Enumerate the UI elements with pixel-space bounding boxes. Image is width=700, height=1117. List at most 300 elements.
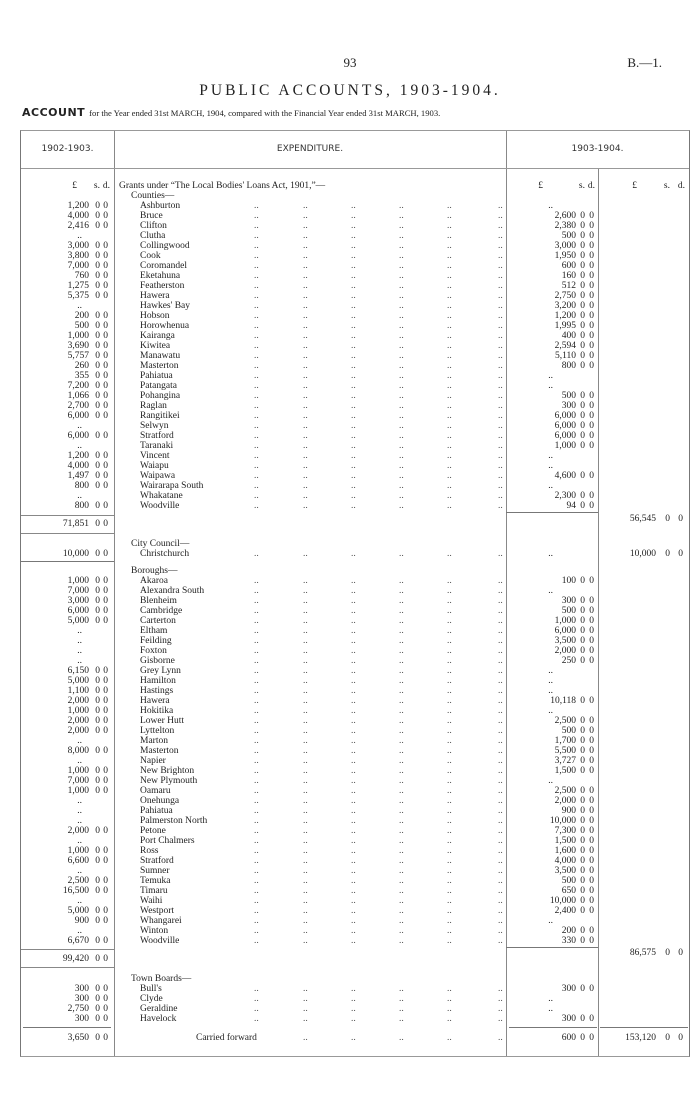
- amount-pounds: 1,000: [67, 846, 89, 856]
- current-year-amount: [506, 471, 598, 481]
- current-year-amount: [506, 636, 598, 646]
- amount-pence: 0: [589, 331, 594, 341]
- amount-pence: 0: [589, 726, 594, 736]
- prev-year-amount: [21, 351, 114, 361]
- amount-pence: 0: [103, 471, 108, 481]
- description-cell: [114, 726, 506, 736]
- description-cell: [114, 616, 506, 626]
- prev-year-amount: [21, 916, 114, 926]
- dot-leader: [447, 616, 452, 626]
- amount-pence: 0: [103, 321, 108, 331]
- amount-nil: ..: [77, 646, 82, 656]
- dot-leader: [498, 816, 503, 826]
- amount-pence: 0: [589, 984, 594, 994]
- amount-shillings: 0: [95, 241, 100, 251]
- amount-pounds: 260: [74, 361, 89, 371]
- item-name: Waiapu: [140, 461, 169, 471]
- amount-shillings: 0: [665, 948, 670, 958]
- dot-leader: [498, 716, 503, 726]
- amount-shillings: 0: [95, 576, 100, 586]
- unit-pound: £: [632, 181, 637, 191]
- dot-leader: [399, 616, 404, 626]
- dot-leader: [303, 776, 308, 786]
- dot-leader: [399, 606, 404, 616]
- prev-year-amount: [21, 776, 114, 786]
- current-year-amount: [506, 984, 598, 994]
- dot-leader: [303, 501, 308, 511]
- dot-leader: [303, 936, 308, 946]
- dot-leader: [399, 381, 404, 391]
- prev-year-amount: [21, 646, 114, 656]
- prev-year-amount: [21, 856, 114, 866]
- amount-pence: 0: [589, 1033, 594, 1043]
- description-cell: [114, 736, 506, 746]
- dot-leader: [447, 676, 452, 686]
- dot-leader: [447, 461, 452, 471]
- item-name: Onehunga: [140, 796, 180, 806]
- amount-pounds: 1,000: [67, 331, 89, 341]
- dot-leader: [498, 746, 503, 756]
- amount-shillings: 0: [580, 311, 585, 321]
- amount-shillings: 0: [580, 351, 585, 361]
- table-row: [21, 401, 689, 411]
- amount-pounds: 300: [74, 984, 89, 994]
- dot-leader: [303, 1014, 308, 1024]
- amount-pence: 0: [589, 906, 594, 916]
- dot-leader: [399, 321, 404, 331]
- dot-leader: [351, 686, 356, 696]
- dot-leader: [399, 896, 404, 906]
- amount-pence: 0: [103, 461, 108, 471]
- dot-leader: [254, 291, 259, 301]
- dot-leader: [303, 756, 308, 766]
- dot-leader: [303, 381, 308, 391]
- dot-leader: [498, 291, 503, 301]
- amount-pence: 0: [589, 896, 594, 906]
- dot-leader: [351, 936, 356, 946]
- amount-pounds: 2,000: [554, 796, 576, 806]
- dot-leader: [254, 501, 259, 511]
- table-row: [21, 371, 689, 381]
- amount-pence: 0: [589, 321, 594, 331]
- dot-leader: [254, 281, 259, 291]
- current-year-amount: [506, 606, 598, 616]
- dot-leader: [303, 716, 308, 726]
- current-year-amount: [506, 401, 598, 411]
- item-name: Ashburton: [140, 201, 181, 211]
- prev-year-amount: [21, 926, 114, 936]
- amount-pounds: 500: [561, 391, 576, 401]
- dot-leader: [254, 876, 259, 886]
- item-name: Westport: [140, 906, 175, 916]
- prev-year-amount: [21, 301, 114, 311]
- dot-leader: [447, 706, 452, 716]
- item-name: Timaru: [140, 886, 168, 896]
- dot-leader: [254, 816, 259, 826]
- description-cell: [114, 636, 506, 646]
- amount-pence: 0: [103, 281, 108, 291]
- amount-pence: 0: [103, 856, 108, 866]
- amount-pence: 0: [589, 626, 594, 636]
- prev-year-amount: [21, 756, 114, 766]
- description-cell: [114, 936, 506, 946]
- amount-pounds: 1,000: [67, 786, 89, 796]
- amount-pence: 0: [589, 766, 594, 776]
- dot-leader: [303, 636, 308, 646]
- units-cell: [21, 181, 114, 191]
- unit-d: d.: [677, 181, 685, 191]
- dot-leader: [351, 221, 356, 231]
- description-cell: [114, 341, 506, 351]
- dot-leader: [303, 896, 308, 906]
- dot-leader: [351, 261, 356, 271]
- dot-leader: [399, 706, 404, 716]
- dot-leader: [351, 896, 356, 906]
- unit-pound: £: [538, 181, 543, 191]
- amount-pence: 0: [103, 846, 108, 856]
- dot-leader: [303, 231, 308, 241]
- table-row: [21, 686, 689, 696]
- prev-year-amount: [21, 936, 114, 946]
- description-cell: [114, 926, 506, 936]
- amount-nil: ..: [548, 461, 553, 471]
- prev-year-amount: [21, 331, 114, 341]
- description-cell: [114, 1014, 506, 1024]
- table-row: [21, 816, 689, 826]
- amount-pounds: 6,150: [67, 666, 89, 676]
- dot-leader: [498, 301, 503, 311]
- spacer: [21, 966, 689, 974]
- item-name: Vincent: [140, 451, 170, 461]
- dot-leader: [351, 666, 356, 676]
- amount-shillings: 0: [95, 361, 100, 371]
- dot-leader: [399, 846, 404, 856]
- amount-pounds: 6,000: [554, 431, 576, 441]
- amount-pounds: 94: [566, 501, 576, 511]
- prev-year-amount: [21, 421, 114, 431]
- dot-leader: [254, 866, 259, 876]
- dot-leader: [498, 381, 503, 391]
- amount-pounds: 4,000: [67, 461, 89, 471]
- amount-nil: ..: [77, 421, 82, 431]
- amount-pence: 0: [103, 501, 108, 511]
- prev-year-amount: [21, 886, 114, 896]
- prev-year-amount: [21, 906, 114, 916]
- dot-leader: [447, 481, 452, 491]
- dot-leader: [351, 766, 356, 776]
- dot-leader: [254, 806, 259, 816]
- amount-shillings: 0: [580, 251, 585, 261]
- amount-pence: 0: [103, 431, 108, 441]
- header-expenditure: EXPENDITURE.: [114, 131, 507, 168]
- prev-year-amount: [21, 616, 114, 626]
- dot-leader: [498, 736, 503, 746]
- dot-leader: [303, 261, 308, 271]
- amount-shillings: 0: [95, 616, 100, 626]
- dot-leader: [399, 281, 404, 291]
- amount-shillings: 0: [580, 596, 585, 606]
- description-cell: [114, 816, 506, 826]
- description-cell: [114, 886, 506, 896]
- table-row: [21, 626, 689, 636]
- amount-shillings: 0: [95, 281, 100, 291]
- amount-nil: ..: [77, 836, 82, 846]
- dot-leader: [351, 796, 356, 806]
- amount-nil: ..: [77, 736, 82, 746]
- current-year-amount: [506, 391, 598, 401]
- item-name: Clifton: [140, 221, 167, 231]
- amount-pounds: 1,066: [67, 391, 89, 401]
- item-name: Waipawa: [140, 471, 176, 481]
- amount-pence: 0: [678, 549, 683, 559]
- dot-leader: [498, 401, 503, 411]
- dot-leader: [447, 401, 452, 411]
- amount-pence: 0: [589, 846, 594, 856]
- dot-leader: [399, 421, 404, 431]
- amount-pence: 0: [103, 696, 108, 706]
- dot-leader: [399, 231, 404, 241]
- item-name: Winton: [140, 926, 169, 936]
- dot-leader: [254, 796, 259, 806]
- description-cell: [114, 491, 506, 501]
- description-cell: [114, 586, 506, 596]
- amount-pence: 0: [589, 736, 594, 746]
- description-cell: [114, 251, 506, 261]
- amount-pounds: 56,545: [629, 514, 656, 524]
- description-cell: [114, 566, 506, 576]
- item-name: Havelock: [140, 1014, 177, 1024]
- dot-leader: [303, 816, 308, 826]
- dot-leader: [254, 626, 259, 636]
- amount-shillings: 0: [95, 381, 100, 391]
- amount-pence: 0: [103, 826, 108, 836]
- description-cell: [114, 539, 506, 549]
- dot-leader: [351, 371, 356, 381]
- current-year-amount: [506, 331, 598, 341]
- amount-nil: ..: [548, 706, 553, 716]
- amount-pounds: 6,670: [67, 936, 89, 946]
- amount-pence: 0: [103, 351, 108, 361]
- dot-leader: [498, 371, 503, 381]
- current-year-amount: [506, 756, 598, 766]
- item-name: Clyde: [140, 994, 163, 1004]
- units-row: [21, 181, 689, 191]
- dot-leader: [351, 241, 356, 251]
- amount-pounds: 1,200: [67, 201, 89, 211]
- item-name: Hokitika: [140, 706, 174, 716]
- amount-pounds: 300: [74, 1014, 89, 1024]
- dot-leader: [498, 896, 503, 906]
- amount-pounds: 5,757: [67, 351, 89, 361]
- amount-pounds: 3,500: [554, 636, 576, 646]
- item-name: Ross: [140, 846, 159, 856]
- dot-leader: [303, 291, 308, 301]
- dot-leader: [303, 806, 308, 816]
- dot-leader: [447, 686, 452, 696]
- table-row: [21, 421, 689, 431]
- amount-shillings: 0: [580, 221, 585, 231]
- dot-leader: [447, 351, 452, 361]
- dot-leader: [303, 549, 308, 559]
- dot-leader: [351, 471, 356, 481]
- dot-leader: [447, 491, 452, 501]
- dot-leader: [498, 994, 503, 1004]
- dot-leader: [351, 626, 356, 636]
- dot-leader: [351, 271, 356, 281]
- amount-pence: 0: [103, 1033, 108, 1043]
- description-cell: [114, 221, 506, 231]
- dot-leader: [447, 896, 452, 906]
- dot-leader: [303, 646, 308, 656]
- description-cell: [114, 826, 506, 836]
- amount-shillings: 0: [95, 341, 100, 351]
- prev-year-amount: [21, 261, 114, 271]
- amount-shillings: 0: [580, 301, 585, 311]
- amount-shillings: 0: [95, 451, 100, 461]
- dot-leader: [351, 381, 356, 391]
- dot-leader: [399, 746, 404, 756]
- units-cell: [598, 181, 689, 191]
- dot-leader: [303, 826, 308, 836]
- amount-pounds: 2,600: [554, 211, 576, 221]
- dot-leader: [498, 251, 503, 261]
- table-row: [21, 736, 689, 746]
- dot-leader: [303, 916, 308, 926]
- dot-leader: [498, 926, 503, 936]
- current-year-amount: [506, 616, 598, 626]
- table-row: [21, 726, 689, 736]
- current-year-amount: [506, 766, 598, 776]
- amount-pounds: 10,000: [629, 549, 656, 559]
- description-cell: [114, 676, 506, 686]
- dot-leader: [303, 696, 308, 706]
- amount-shillings: 0: [580, 616, 585, 626]
- current-year-amount: [506, 796, 598, 806]
- dot-leader: [399, 241, 404, 251]
- table-row: [21, 391, 689, 401]
- dot-leader: [254, 221, 259, 231]
- amount-pence: 0: [103, 596, 108, 606]
- current-year-amount: [506, 461, 598, 471]
- dot-leader: [399, 371, 404, 381]
- amount-pence: 0: [589, 756, 594, 766]
- item-name: Featherston: [140, 281, 185, 291]
- table-row: [21, 846, 689, 856]
- dot-leader: [498, 391, 503, 401]
- amount-pounds: 2,416: [67, 221, 89, 231]
- amount-shillings: 0: [580, 501, 585, 511]
- amount-shillings: 0: [95, 271, 100, 281]
- description-cell: [114, 391, 506, 401]
- item-name: Alexandra South: [140, 586, 205, 596]
- dot-leader: [303, 984, 308, 994]
- amount-shillings: 0: [580, 1014, 585, 1024]
- current-year-amount: [506, 351, 598, 361]
- amount-pence: 0: [589, 421, 594, 431]
- dot-leader: [498, 501, 503, 511]
- dot-leader: [303, 431, 308, 441]
- table-row: [21, 271, 689, 281]
- amount-nil: ..: [77, 626, 82, 636]
- amount-pounds: 1,200: [554, 311, 576, 321]
- table-row: [21, 381, 689, 391]
- dot-leader: [498, 221, 503, 231]
- dot-leader: [303, 906, 308, 916]
- amount-pounds: 7,300: [554, 826, 576, 836]
- amount-shillings: 0: [580, 491, 585, 501]
- amount-pounds: 650: [561, 886, 576, 896]
- amount-pence: 0: [589, 696, 594, 706]
- amount-pence: 0: [103, 666, 108, 676]
- prev-year-amount: [21, 666, 114, 676]
- amount-pounds: 4,000: [554, 856, 576, 866]
- amount-pence: 0: [103, 1004, 108, 1014]
- description-cell: [114, 916, 506, 926]
- dot-leader: [303, 371, 308, 381]
- dot-leader: [447, 271, 452, 281]
- amount-shillings: 0: [95, 746, 100, 756]
- table-row: [21, 916, 689, 926]
- amount-shillings: 0: [95, 311, 100, 321]
- amount-pence: 0: [589, 856, 594, 866]
- amount-shillings: 0: [580, 886, 585, 896]
- amount-pounds: 3,000: [67, 241, 89, 251]
- description-cell: [114, 381, 506, 391]
- dot-leader: [498, 471, 503, 481]
- description-cell: [114, 846, 506, 856]
- amount-shillings: 0: [580, 331, 585, 341]
- amount-pence: 0: [103, 549, 108, 559]
- prev-year-amount: [21, 686, 114, 696]
- dot-leader: [351, 596, 356, 606]
- amount-pounds: 7,000: [67, 261, 89, 271]
- dot-leader: [399, 866, 404, 876]
- dot-leader: [447, 606, 452, 616]
- dot-leader: [351, 451, 356, 461]
- amount-pounds: 500: [561, 606, 576, 616]
- current-year-amount: [506, 656, 598, 666]
- header-prev-year: 1902-1903.: [21, 131, 115, 168]
- amount-nil: ..: [548, 776, 553, 786]
- amount-pence: 0: [103, 341, 108, 351]
- current-year-amount: [506, 501, 598, 511]
- dot-leader: [399, 271, 404, 281]
- dot-leader: [399, 441, 404, 451]
- dot-leader: [498, 936, 503, 946]
- current-year-amount: [506, 381, 598, 391]
- dot-leader: [351, 656, 356, 666]
- dot-leader: [498, 906, 503, 916]
- dot-leader: [447, 241, 452, 251]
- page-title: PUBLIC ACCOUNTS, 1903-1904.: [199, 82, 501, 99]
- prev-year-amount: [21, 826, 114, 836]
- dot-leader: [351, 401, 356, 411]
- table-row: [21, 796, 689, 806]
- item-name: Hawkes' Bay: [140, 301, 190, 311]
- item-name: Rangitikei: [140, 411, 180, 421]
- current-year-amount: [506, 806, 598, 816]
- description-cell: [114, 211, 506, 221]
- amount-pence: 0: [589, 926, 594, 936]
- dot-leader: [447, 666, 452, 676]
- current-year-amount: [506, 926, 598, 936]
- dot-leader: [254, 746, 259, 756]
- dot-leader: [303, 441, 308, 451]
- table-row: [21, 876, 689, 886]
- dot-leader: [351, 836, 356, 846]
- item-name: Pahiatua: [140, 806, 173, 816]
- amount-shillings: 0: [580, 736, 585, 746]
